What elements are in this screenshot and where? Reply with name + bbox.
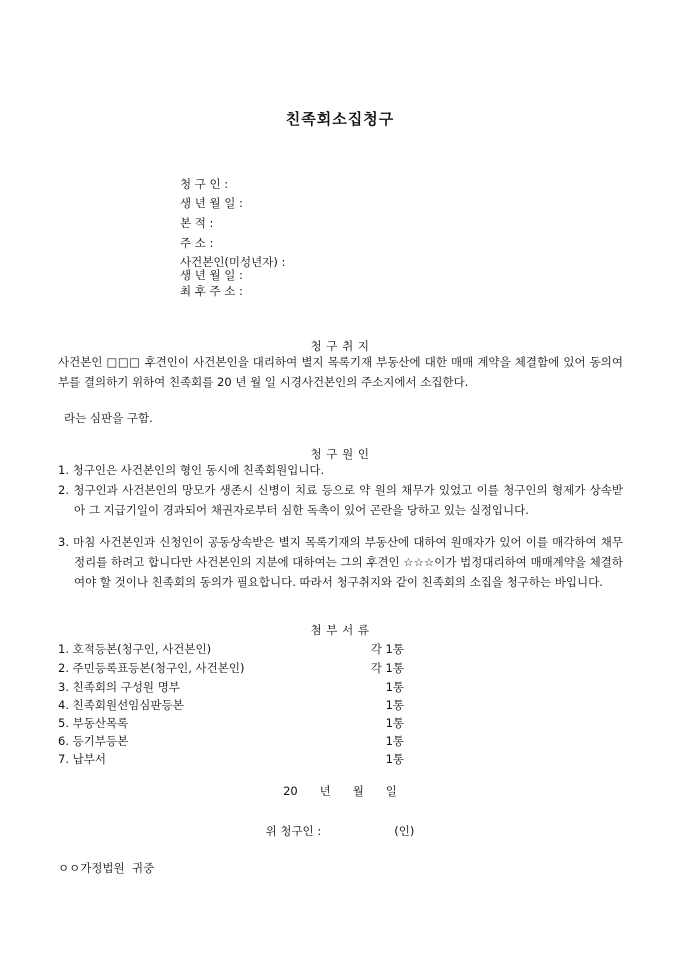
claim-cause-heading: 청 구 원 인	[310, 447, 370, 461]
attachment-name: 1. 호적등본(청구인, 사건본인)	[58, 642, 212, 656]
registered-domicile-field: 본 적 :	[180, 216, 214, 230]
attachment-name: 4. 친족회원선임심판등본	[58, 698, 184, 712]
last-address-field: 최 후 주 소 :	[180, 284, 243, 298]
birthdate-field: 생 년 월 일 :	[180, 196, 243, 210]
claim-cause-item-3: 3. 마침 사건본인과 신청인이 공동상속받은 별지 목록기재의 부동산에 대하여 원매자가 있어 이를 매각하여 채무정리를 하려고 합니다만 사건본인의 지분에 대하여는 그의 후견인 ☆☆☆이가 법정대리하여 매매계약을 체결하여야 할 것이나 친족회의 동의가 필요합니다. 따라서 청구취지와 같이 친족회의 소집을 청구하는 바입니다.	[58, 535, 623, 589]
attachment-qty: 각 1통	[370, 661, 404, 675]
claimant-field: 청 구 인 :	[180, 177, 229, 191]
document-title: 친족회소집청구	[285, 110, 395, 128]
filing-date-line: 20 년 월 일	[283, 784, 397, 798]
subject-minor-field: 사건본인(미성년자) :	[180, 255, 286, 269]
address-field: 주 소 :	[180, 236, 214, 250]
attachment-name: 5. 부동산목록	[58, 716, 129, 730]
claim-purpose-closing: 라는 심판을 구함.	[64, 411, 153, 425]
attachment-qty: 1통	[385, 716, 404, 730]
claim-purpose-heading: 청 구 취 지	[310, 339, 370, 353]
claim-cause-item-2: 2. 청구인과 사건본인의 망모가 생존시 신병이 치료 등으로 약 원의 채무가 있었고 이를 청구인의 형제가 상속받아 그 지급기일이 경과되어 채권자로부터 심한 독촉이 있어 곤란을 당하고 있는 실정입니다.	[58, 483, 623, 517]
attachment-name: 7. 납부서	[58, 752, 106, 766]
attachment-qty: 각 1통	[370, 642, 404, 656]
attachment-name: 2. 주민등록표등본(청구인, 사건본인)	[58, 661, 245, 675]
attachment-name: 6. 등기부등본	[58, 734, 129, 748]
subject-birthdate-field: 생 년 월 일 :	[180, 268, 243, 282]
claim-purpose-body: 사건본인 □□□ 후견인이 사건본인을 대리하여 별지 목록기재 부동산에 대한 매매 계약을 체결함에 있어 동의여부를 결의하기 위하여 친족회를 20 년 월 일 시경사건본인의 주소지에서 소집한다.	[58, 355, 623, 389]
attachment-qty: 1통	[385, 698, 404, 712]
attachments-heading: 첨 부 서 류	[310, 623, 370, 637]
attachment-qty: 1통	[385, 680, 404, 694]
signature-line: 위 청구인 : (인)	[265, 824, 415, 838]
attachment-qty: 1통	[385, 752, 404, 766]
claim-cause-item-1: 1. 청구인은 사건본인의 형인 동시에 친족회원입니다.	[58, 463, 325, 477]
court-addressee: ㅇㅇ가정법원 귀중	[58, 861, 155, 875]
attachment-name: 3. 친족회의 구성원 명부	[58, 680, 180, 694]
attachment-qty: 1통	[385, 734, 404, 748]
